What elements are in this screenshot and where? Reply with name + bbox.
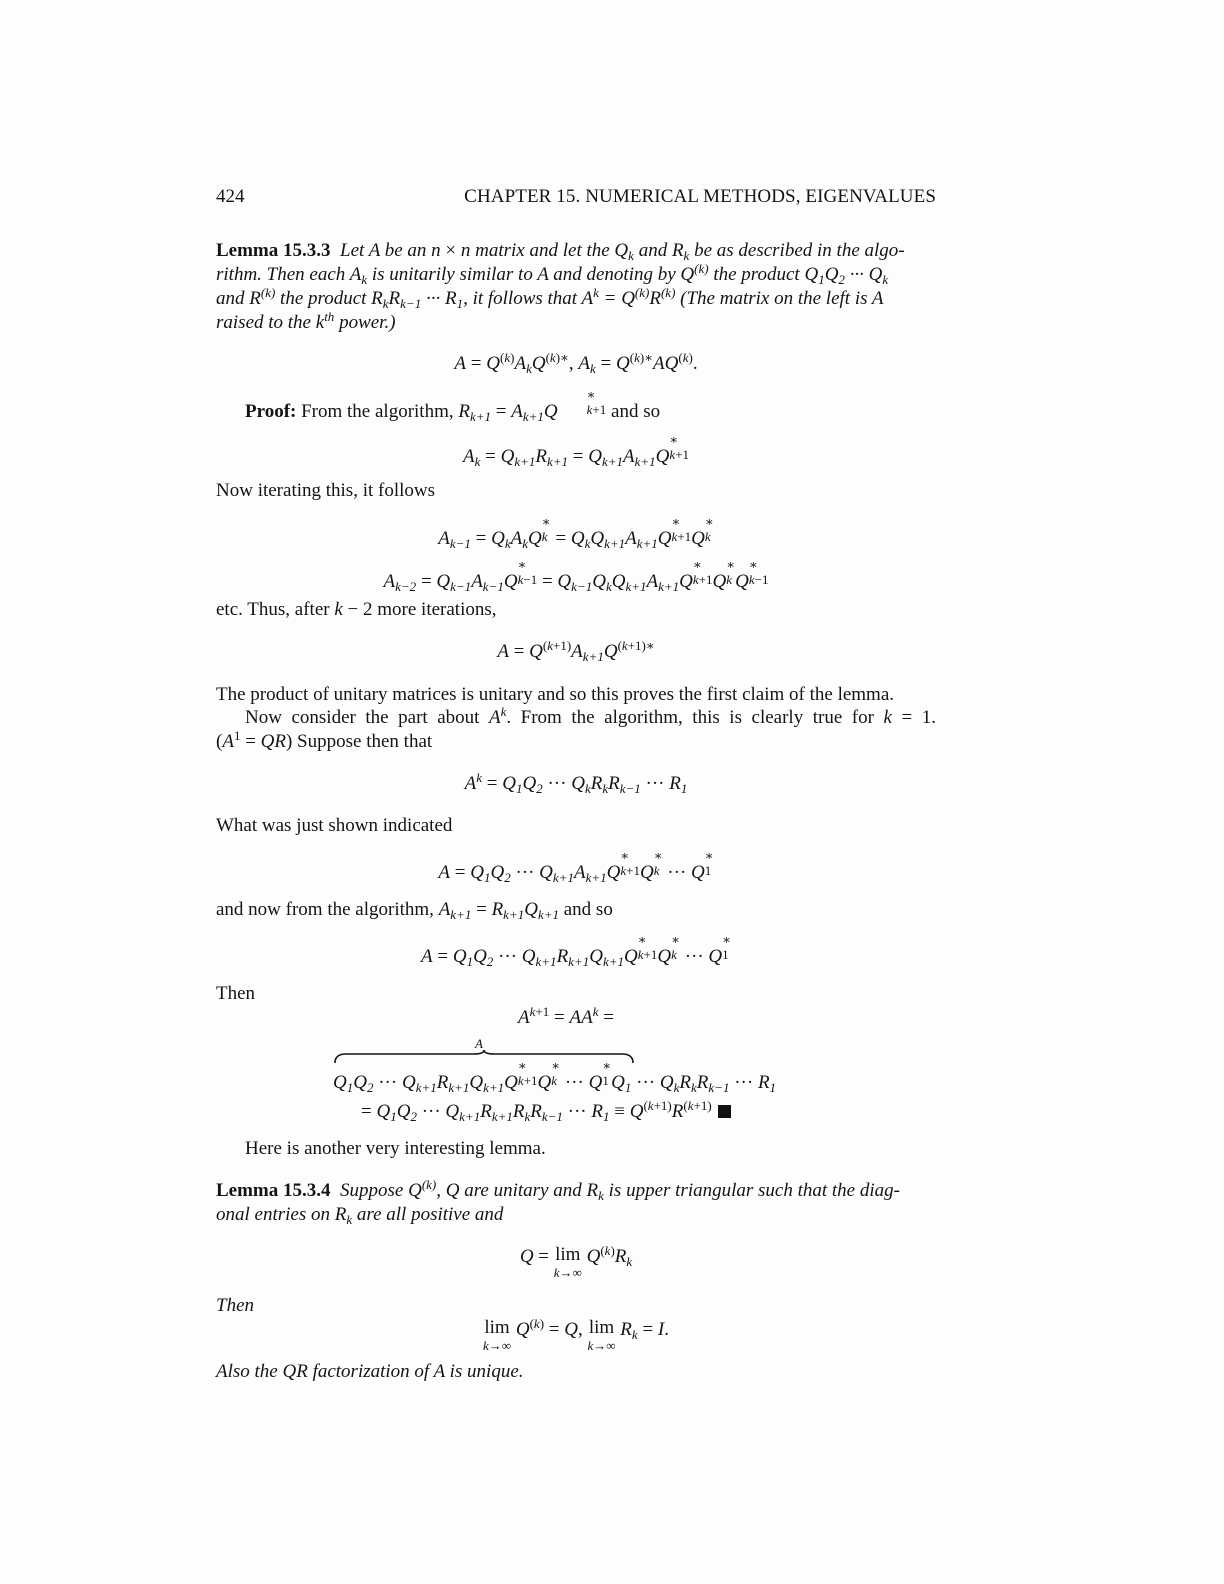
page-number: 424 xyxy=(216,186,245,207)
proof-intro: Proof: From the algorithm, $R_{k+1} = A_{k+1}Q$ ∗ k+1 and so xyxy=(245,387,661,424)
etc-text: etc. Thus, after k − 2 more iterations, xyxy=(216,599,497,620)
lemma2-line-1: Lemma 15.3.4 Suppose $Q^{(k)}$, Q are unitary and $R_k$ is upper triangular such that the diag- xyxy=(216,1177,900,1203)
iterating-text: Now iterating this, it follows xyxy=(216,480,436,501)
lemma-statement-line-2: rithm. Then each $A_k$ is unitarily similar to A and denoting by $Q^{(k)}$ the product $Q_1Q_2$ ··· $Q_k$ xyxy=(216,261,889,287)
equation-1: $A_k = Q_{k+1}R_{k+1} = Q_{k+1}A_{k+1}Q$ ∗ k+1 xyxy=(462,432,690,469)
and-now-text: and now from the algorithm, $A_{k+1} = R_{k+1}Q_{k+1}$ and so xyxy=(216,899,613,922)
equation-similarity: $A = Q^{(k)}A_kQ^{(k)∗}$, $A_k = Q^{(k)∗}AQ^{(k)}$. xyxy=(454,350,698,376)
equation-10: = $Q_1Q_2$ ··· $Q_{k+1}R_{k+1}R_kR_{k-1}$ ··· $R_1 \equiv Q^{(k+1)}R^{(k+1)}$ xyxy=(361,1100,731,1124)
overbrace xyxy=(334,1050,634,1064)
lemma2-equation-2: lim k→∞ $Q^{(k)} = Q$, lim k→∞ $R_k = I$. xyxy=(483,1316,669,1353)
brace-label: A xyxy=(475,1036,483,1051)
unitary-text: The product of unitary matrices is unitary and so this proves the first claim of the lemma. xyxy=(216,684,895,705)
proof-intro-text: From the algorithm, xyxy=(301,401,454,422)
equation-5: $A^k = Q_1Q_2$ ··· $Q_kR_kR_{k-1}$ ··· $R_1$ xyxy=(464,770,688,796)
equation-2: $A_{k-1} = Q_kA_kQ$ ∗ k = $Q_kQ_{k+1}A_{k+1}Q$ ∗ k+1 Q ∗ k xyxy=(438,514,714,551)
lemma-statement-line-4: raised to the $k^{th}$ power.) xyxy=(216,309,396,333)
lemma2-label: Lemma 15.3.4 xyxy=(216,1180,331,1201)
equation-6: $A = Q_1Q_2$ ··· $Q_{k+1}A_{k+1}Q$ ∗ k+1 Q ∗ k ··· Q ∗ 1 xyxy=(438,848,714,885)
lemma-statement-line-1: Lemma 15.3.3 Let A be an n × n matrix and let the $Q_k$ and $R_k$ be as described in the algo- xyxy=(216,240,905,263)
equation-8: $A^{k+1} = AA^k$ = xyxy=(518,1004,614,1028)
equation-4: $A = Q^{(k+1)}A_{k+1}Q^{(k+1)∗}$ xyxy=(497,638,655,664)
lemma2-equation-1: Q = lim k→∞ $Q^{(k)}R_k$ xyxy=(519,1243,633,1280)
now-consider-paragraph: Now consider the part about $A^k$. From the algorithm, this is clearly true for k = 1. $(A^1 = QR)$ Suppose then that xyxy=(216,704,937,752)
what-was-text: What was just shown indicated xyxy=(216,815,453,836)
qed-square-icon xyxy=(718,1105,731,1118)
lemma-statement-line-3: and $R^{(k)}$ the product $R_kR_{k-1}$ ··· $R_1$, it follows that $A^k = Q^{(k)}R^{(k)}$ (The matrix on the left is A xyxy=(216,285,884,311)
lemma2-then: Then xyxy=(216,1295,254,1316)
another-lemma-text: Here is another very interesting lemma. xyxy=(245,1138,546,1159)
chapter-title: CHAPTER 15. NUMERICAL METHODS, EIGENVALUES xyxy=(464,186,936,207)
lemma-label: Lemma 15.3.3 xyxy=(216,240,331,261)
lemma-15-3-3 xyxy=(216,239,936,335)
lemma-15-3-4 xyxy=(216,1179,936,1227)
equation-7: $A = Q_1Q_2$ ··· $Q_{k+1}R_{k+1}Q_{k+1}Q$ ∗ k+1 Q ∗ k ··· Q ∗ 1 xyxy=(421,932,731,969)
proof-label: Proof: xyxy=(245,401,297,422)
lemma2-line-2: onal entries on $R_k$ are all positive and xyxy=(216,1204,504,1227)
equation-9: $Q_1Q_2$ ··· $Q_{k+1}R_{k+1}Q_{k+1}Q$ ∗ k+1 Q ∗ k ··· Q ∗ 1 $Q_1$ ··· $Q_kR_kR_{k-1}$ ··· $R_1$ xyxy=(333,1058,777,1095)
equation-3: $A_{k-2} = Q_{k-1}A_{k-1}Q$ ∗ k−1 = $Q_{k-1}Q_kQ_{k+1}A_{k+1}Q$ ∗ k+1 Q ∗ k Q ∗ k−1 xyxy=(383,557,769,594)
then-text: Then xyxy=(216,983,256,1004)
and-now-end: and so xyxy=(563,899,613,920)
and-now-start: and now from the algorithm, xyxy=(216,899,434,920)
proof-intro-end: and so xyxy=(611,401,661,422)
lemma2-closing: Also the QR factorization of A is unique. xyxy=(216,1361,524,1382)
